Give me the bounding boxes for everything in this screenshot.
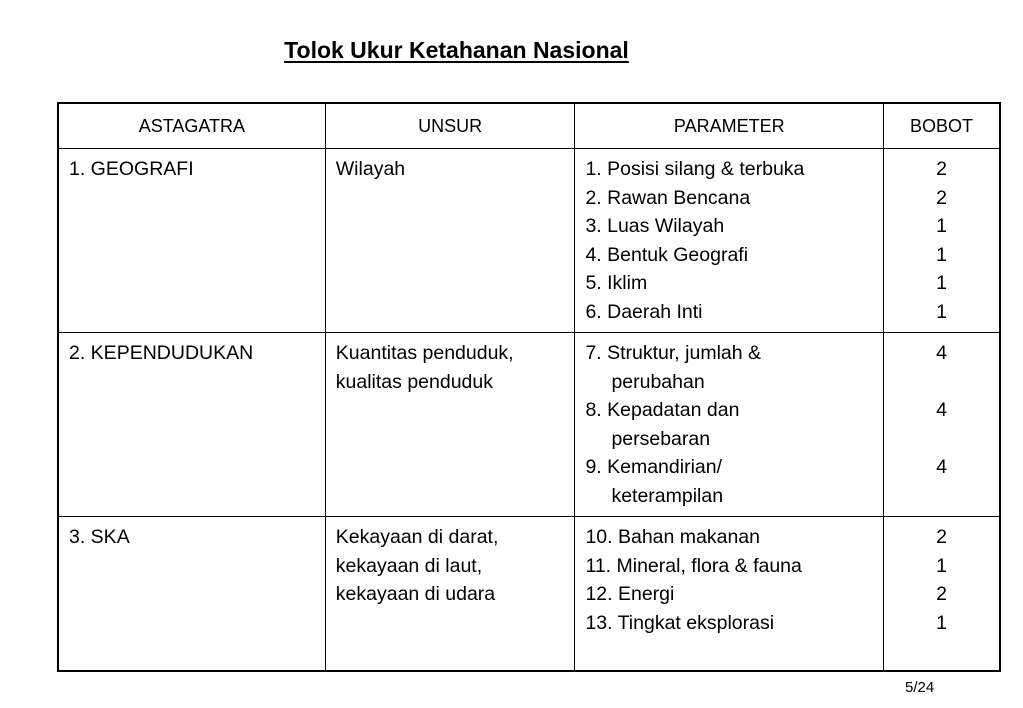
bobot-value: 4 [936, 342, 947, 364]
parameter-item: 7. Struktur, jumlah & [585, 342, 762, 364]
parameter-cell [575, 333, 884, 517]
bobot-value: 4 [936, 456, 947, 478]
astagatra-cell [58, 333, 325, 517]
bobot-value: 2 [936, 583, 947, 605]
parameter-item-continuation: persebaran [611, 427, 711, 450]
page-title: Tolok Ukur Ketahanan Nasional [284, 37, 629, 63]
bobot-value [894, 425, 989, 454]
header-unsur: UNSUR [325, 103, 575, 149]
bobot-value [894, 482, 989, 511]
bobot-value: 1 [936, 272, 947, 294]
parameter-item: 11. Mineral, flora & fauna [585, 554, 802, 577]
header-bobot: BOBOT [884, 103, 1000, 149]
bobot-cell [884, 333, 1000, 517]
bobot-value: 4 [936, 399, 947, 421]
parameter-item: 5. Iklim [585, 272, 648, 294]
bobot-value: 1 [936, 554, 947, 577]
bobot-value [894, 368, 989, 397]
parameter-item: 3. Luas Wilayah [585, 215, 725, 237]
bobot-cell [884, 149, 1000, 333]
astagatra-label: 3. SKA [69, 526, 130, 548]
page-number: 5/24 [905, 679, 935, 696]
table-row [58, 517, 1000, 672]
parameter-item: 4. Bentuk Geografi [585, 243, 749, 266]
unsur-line: Kekayaan di darat, [335, 526, 499, 548]
parameter-item: 10. Bahan makanan [585, 526, 760, 548]
astagatra-cell [58, 517, 325, 672]
header-astagatra: ASTAGATRA [58, 103, 325, 149]
parameter-item: 12. Energi [585, 583, 675, 605]
unsur-line: kekayaan di laut, [335, 554, 483, 577]
unsur-line: Wilayah [335, 158, 406, 180]
parameter-item: 1. Posisi silang & terbuka [585, 158, 805, 180]
unsur-cell [325, 149, 575, 333]
table-header-row [58, 103, 1000, 149]
parameter-cell [575, 517, 884, 672]
tolok-ukur-table [57, 102, 1001, 672]
bobot-value: 1 [936, 300, 947, 323]
parameter-item-continuation: perubahan [611, 370, 705, 393]
parameter-item: 8. Kepadatan dan [585, 399, 740, 421]
unsur-cell [325, 333, 575, 517]
bobot-value: 2 [936, 526, 947, 548]
unsur-cell [325, 517, 575, 672]
parameter-item: 9. Kemandirian/ [585, 456, 723, 478]
bobot-cell [884, 517, 1000, 672]
bobot-value: 1 [936, 243, 947, 266]
parameter-item: 6. Daerah Inti [585, 300, 703, 323]
parameter-item: 2. Rawan Bencana [585, 186, 751, 209]
table-row [58, 149, 1000, 333]
table-row [58, 333, 1000, 517]
unsur-line: kualitas penduduk [335, 370, 493, 393]
unsur-line: kekayaan di udara [335, 583, 496, 605]
bobot-value: 2 [936, 186, 947, 209]
astagatra-cell [58, 149, 325, 333]
astagatra-label: 1. GEOGRAFI [69, 158, 194, 180]
parameter-item-continuation: keterampilan [611, 484, 724, 507]
bobot-value: 2 [936, 158, 947, 180]
parameter-cell [575, 149, 884, 333]
parameter-item: 13. Tingkat eksplorasi [585, 611, 775, 634]
header-parameter: PARAMETER [575, 103, 884, 149]
unsur-line: Kuantitas penduduk, [335, 342, 514, 364]
bobot-value: 1 [936, 215, 947, 237]
astagatra-label: 2. KEPENDUDUKAN [69, 342, 254, 364]
bobot-value: 1 [936, 611, 947, 634]
